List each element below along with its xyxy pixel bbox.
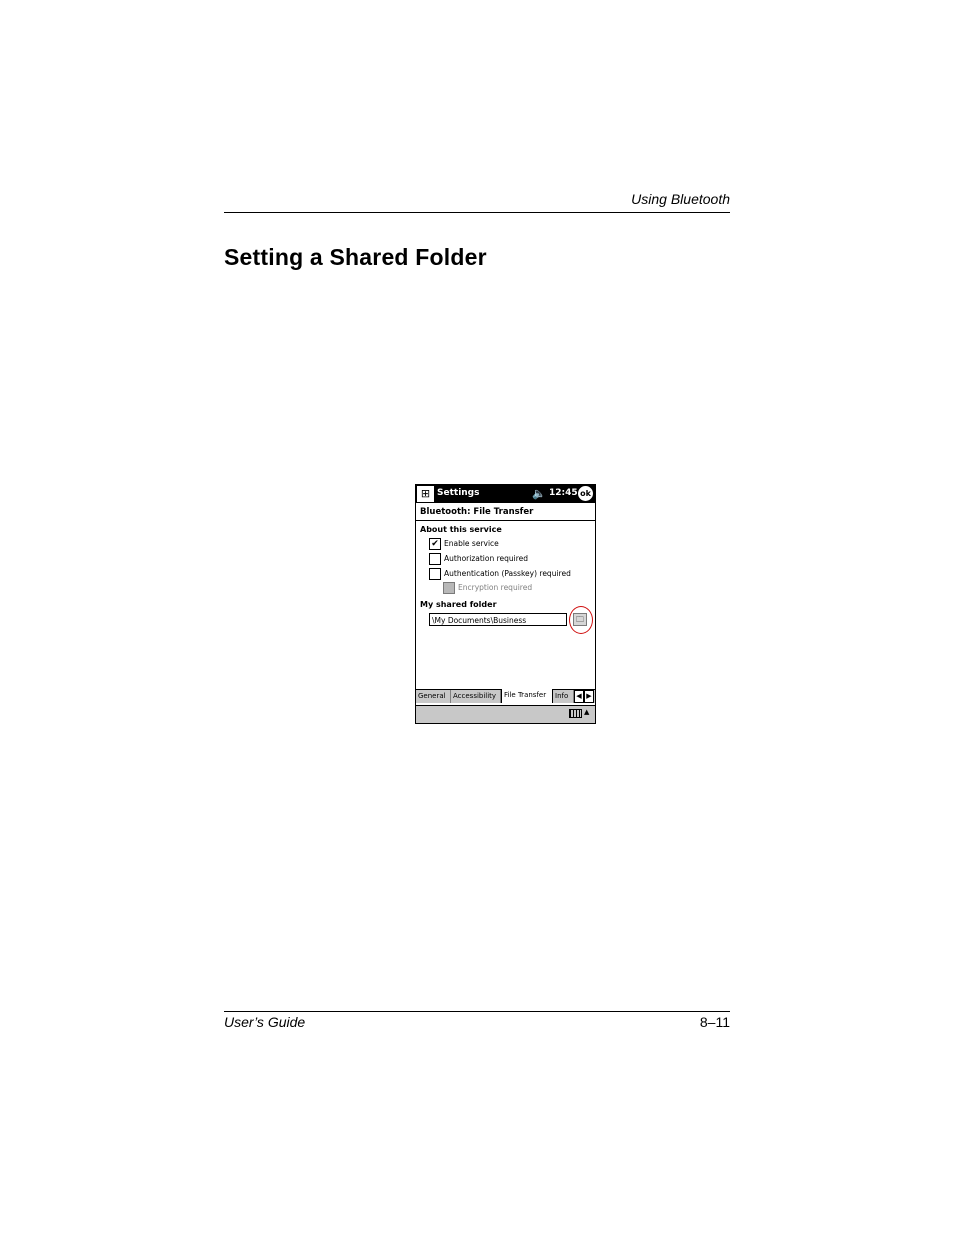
tab-general[interactable]: General xyxy=(416,690,451,703)
clock[interactable]: 12:45 xyxy=(549,488,578,498)
shared-folder-input[interactable]: \My Documents\Business xyxy=(429,613,567,626)
authentication-required-label: Authentication (Passkey) required xyxy=(444,569,571,578)
heading-divider xyxy=(416,520,595,521)
enable-service-checkbox[interactable]: ✔ xyxy=(429,538,441,550)
about-service-heading: About this service xyxy=(420,525,502,534)
arrow-left-icon[interactable]: ◀ xyxy=(574,690,584,703)
pocket-pc-screenshot xyxy=(415,484,596,724)
page-number: 8–11 xyxy=(699,1014,730,1030)
arrow-right-icon[interactable]: ▶ xyxy=(584,690,594,703)
authorization-required-checkbox[interactable] xyxy=(429,553,441,565)
authorization-required-label: Authorization required xyxy=(444,554,529,563)
arrow-up-icon[interactable]: ▲ xyxy=(584,708,590,716)
speaker-icon[interactable]: 🔈 xyxy=(532,487,546,500)
encryption-required-checkbox xyxy=(443,582,455,594)
running-header-title: Using Bluetooth xyxy=(631,191,730,207)
callout-circle xyxy=(569,606,593,634)
folder-icon[interactable]: 🗀 xyxy=(573,613,587,626)
title-bar xyxy=(416,485,595,503)
windows-flag-icon[interactable]: ⊞ xyxy=(417,486,434,502)
tab-accessibility[interactable]: Accessibility xyxy=(451,690,501,703)
ok-button[interactable]: ok xyxy=(578,486,593,501)
running-header xyxy=(224,190,730,213)
shared-folder-heading: My shared folder xyxy=(420,600,497,609)
tab-bar xyxy=(416,689,595,703)
tab-info[interactable]: Info xyxy=(553,690,574,703)
enable-service-label: Enable service xyxy=(444,539,499,548)
tab-file-transfer[interactable]: File Transfer xyxy=(501,689,553,703)
authentication-required-checkbox[interactable] xyxy=(429,568,441,580)
menu-bar xyxy=(416,705,595,723)
section-title: Setting a Shared Folder xyxy=(224,244,487,270)
page-heading: Bluetooth: File Transfer xyxy=(420,507,534,517)
keyboard-icon[interactable] xyxy=(569,709,582,718)
footer-guide-title: User’s Guide xyxy=(224,1014,306,1030)
encryption-required-label: Encryption required xyxy=(458,583,533,592)
running-footer xyxy=(224,1011,730,1032)
app-title: Settings xyxy=(437,488,480,498)
